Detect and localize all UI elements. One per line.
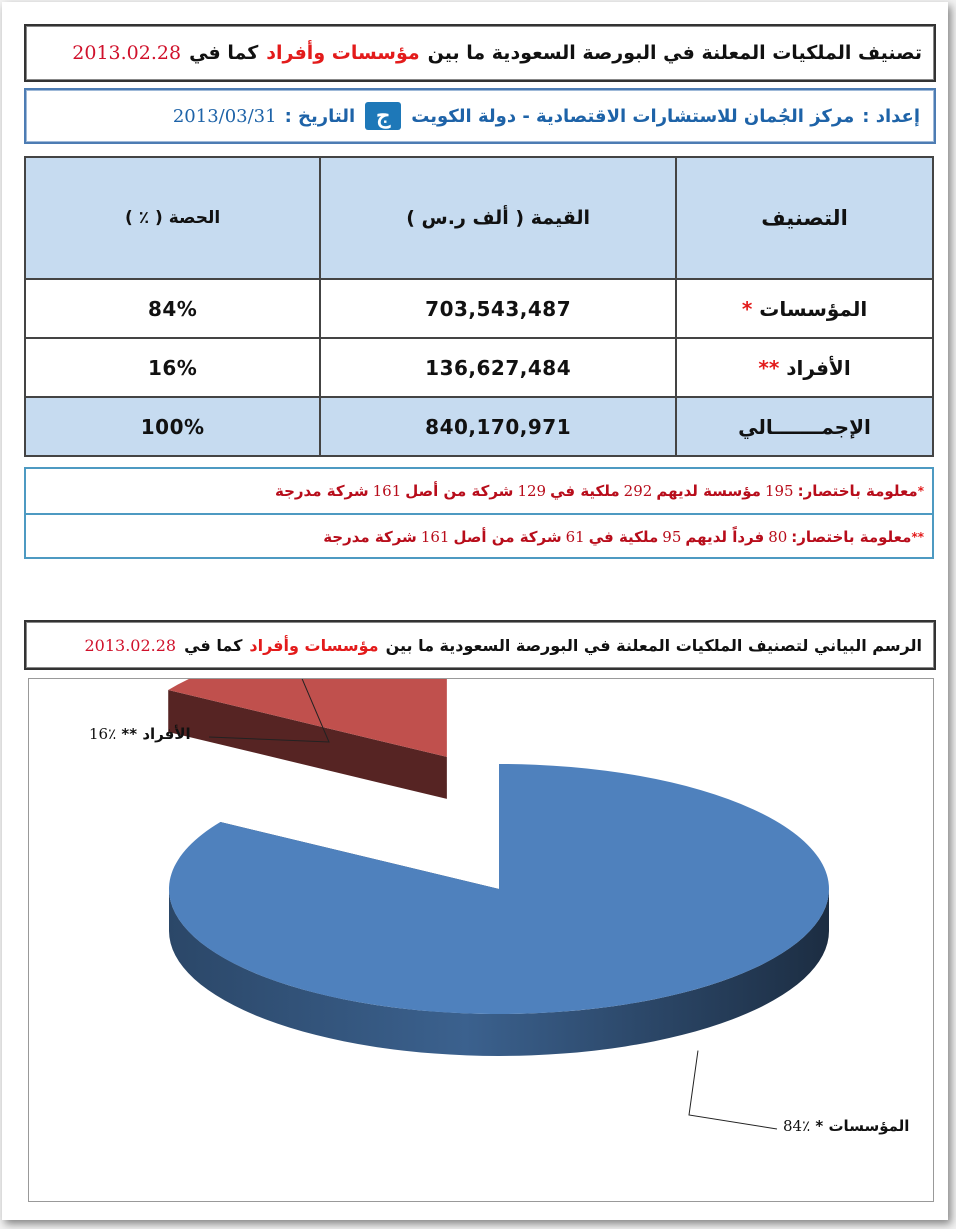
row-classification bbox=[676, 279, 933, 338]
row-classification-label: الأفراد bbox=[786, 355, 851, 380]
label-individuals-pct: ٪16 bbox=[89, 725, 117, 743]
ownership-table bbox=[24, 156, 934, 457]
note-number: 161 bbox=[372, 482, 402, 500]
title-date: 2013.02.28 bbox=[72, 42, 182, 64]
leader-line-institutions bbox=[689, 1051, 777, 1129]
label-individuals bbox=[89, 725, 191, 743]
chart-title-box bbox=[24, 620, 936, 670]
note-text: شركة مدرجة bbox=[323, 528, 417, 546]
chart-title-highlight: مؤسسات وأفراد bbox=[249, 635, 379, 655]
note-individuals bbox=[26, 513, 932, 559]
table-total-row bbox=[25, 397, 933, 456]
note-number: 292 bbox=[623, 482, 653, 500]
chart-title-date: 2013.02.28 bbox=[84, 635, 177, 655]
row-share: 16% bbox=[25, 338, 320, 397]
prepared-box bbox=[24, 88, 936, 144]
page-title bbox=[26, 26, 934, 80]
row-classification-label: المؤسسات bbox=[759, 296, 868, 321]
note-text: ملكية في bbox=[588, 528, 659, 546]
note-number: 80 bbox=[768, 528, 788, 546]
note-label: معلومة باختصار: bbox=[791, 528, 912, 546]
title-part2: كما في bbox=[189, 42, 259, 64]
pie-slice-institutions bbox=[169, 764, 829, 1014]
prepared-org: مركز الجُمان للاستشارات الاقتصادية - دولة الكويت bbox=[411, 105, 855, 127]
note-label: معلومة باختصار: bbox=[797, 482, 918, 500]
row-classification bbox=[676, 338, 933, 397]
label-institutions-pct: ٪84 bbox=[783, 1117, 811, 1135]
chart-title-part2: كما في bbox=[184, 635, 243, 655]
label-institutions-marker: * bbox=[815, 1117, 824, 1135]
prepared-date-label: التاريخ : bbox=[284, 105, 356, 127]
chart-title-part1: الرسم البياني لتصنيف الملكيات المعلنة في البورصة السعودية ما بين bbox=[385, 635, 922, 655]
header-share: الحصة ( ٪ ) bbox=[25, 157, 320, 279]
total-value: 840,170,971 bbox=[320, 397, 676, 456]
title-highlight: مؤسسات وأفراد bbox=[266, 42, 420, 64]
note-text: فرداً لديهم bbox=[685, 528, 765, 546]
prepared-date: 2013/03/31 bbox=[172, 105, 277, 127]
note-number: 195 bbox=[764, 482, 794, 500]
row-marker: ** bbox=[758, 355, 780, 380]
label-individuals-name: الأفراد bbox=[142, 725, 191, 743]
note-text: شركة مدرجة bbox=[275, 482, 369, 500]
note-number: 61 bbox=[565, 528, 585, 546]
total-share: 100% bbox=[25, 397, 320, 456]
total-classification: الإجمـــــــالي bbox=[676, 397, 933, 456]
notes-box bbox=[24, 467, 934, 559]
note-text: شركة من أصل bbox=[405, 482, 514, 500]
table-row bbox=[25, 279, 933, 338]
jumana-logo-icon: ج bbox=[365, 102, 401, 130]
row-share: 84% bbox=[25, 279, 320, 338]
label-institutions bbox=[783, 1117, 909, 1135]
note-text: شركة من أصل bbox=[453, 528, 562, 546]
header-value: القيمة ( ألف ر.س ) bbox=[320, 157, 676, 279]
chart-title bbox=[26, 622, 934, 668]
note-number: 161 bbox=[420, 528, 450, 546]
page bbox=[2, 2, 948, 1220]
row-value: 136,627,484 bbox=[320, 338, 676, 397]
header-classification: التصنيف bbox=[676, 157, 933, 279]
note-text: ملكية في bbox=[550, 482, 620, 500]
pie-chart bbox=[28, 678, 934, 1202]
title-box bbox=[24, 24, 936, 82]
label-institutions-name: المؤسسات bbox=[828, 1117, 910, 1135]
title-part1: تصنيف الملكيات المعلنة في البورصة السعودية ما بين bbox=[427, 42, 922, 64]
row-marker: * bbox=[741, 296, 753, 321]
note-number: 129 bbox=[517, 482, 547, 500]
label-individuals-marker: ** bbox=[121, 725, 138, 743]
note-text: مؤسسة لديهم bbox=[656, 482, 761, 500]
row-value: 703,543,487 bbox=[320, 279, 676, 338]
table-header-row bbox=[25, 157, 933, 279]
note-number: 95 bbox=[662, 528, 682, 546]
table-row bbox=[25, 338, 933, 397]
note-marker: ** bbox=[911, 530, 924, 544]
note-institutions bbox=[26, 469, 932, 513]
prepared-row bbox=[26, 90, 934, 142]
note-marker: * bbox=[917, 484, 924, 498]
prepared-label: إعداد : bbox=[862, 105, 920, 127]
